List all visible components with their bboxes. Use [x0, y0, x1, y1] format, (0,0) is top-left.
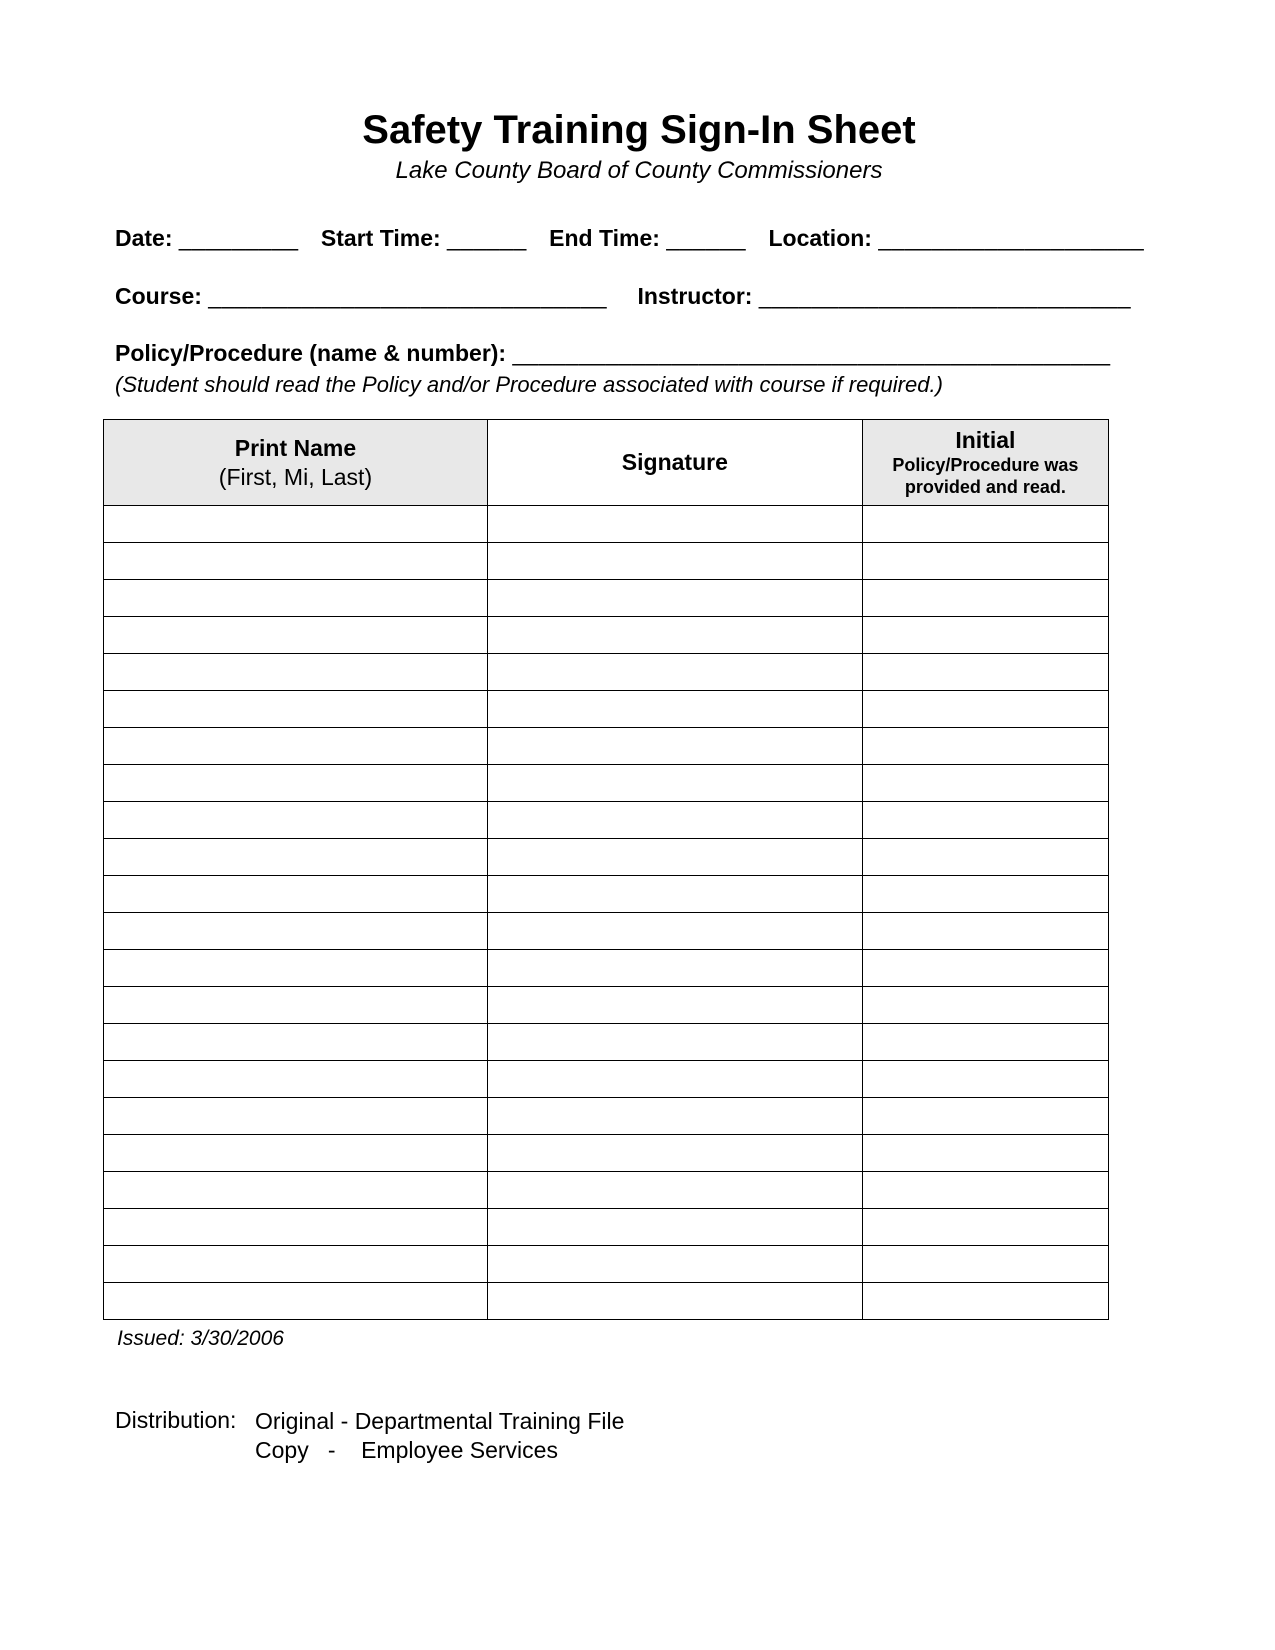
signin-row	[104, 1098, 1109, 1135]
distribution-line-copy: Copy - Employee Services	[255, 1436, 558, 1463]
initial-cell	[862, 950, 1108, 987]
policy-note: (Student should read the Policy and/or Procedure associated with course if required.)	[115, 372, 943, 397]
signature-cell	[487, 987, 862, 1024]
location-label: Location:	[768, 225, 872, 251]
print-name-cell	[104, 1246, 488, 1283]
signature-cell	[487, 506, 862, 543]
policy-procedure-label: Policy/Procedure (name & number):	[115, 340, 507, 366]
signin-row	[104, 543, 1109, 580]
distribution-block	[115, 1407, 1163, 1465]
location-blank-line: ____________________	[878, 225, 1145, 251]
print-name-cell	[104, 617, 488, 654]
initial-cell	[862, 580, 1108, 617]
initial-cell	[862, 913, 1108, 950]
print-name-cell	[104, 1283, 488, 1320]
signature-cell	[487, 1024, 862, 1061]
end-time-blank-line: ______	[666, 225, 747, 251]
signin-row	[104, 876, 1109, 913]
signin-row	[104, 580, 1109, 617]
signin-table	[103, 419, 1109, 1320]
signin-row	[104, 1061, 1109, 1098]
page-title: Safety Training Sign-In Sheet	[362, 108, 916, 152]
signin-row	[104, 839, 1109, 876]
print-name-cell	[104, 728, 488, 765]
initial-cell	[862, 1061, 1108, 1098]
signature-title: Signature	[621, 449, 728, 475]
print-name-cell	[104, 1209, 488, 1246]
initial-cell	[862, 1135, 1108, 1172]
end-time-label: End Time:	[549, 225, 660, 251]
print-name-cell	[104, 950, 488, 987]
signin-table-body	[104, 506, 1109, 1320]
initial-cell	[862, 1283, 1108, 1320]
initial-cell	[862, 654, 1108, 691]
print-name-cell	[104, 506, 488, 543]
signature-cell	[487, 950, 862, 987]
signature-cell	[487, 1061, 862, 1098]
initial-cell	[862, 728, 1108, 765]
print-name-cell	[104, 913, 488, 950]
policy-procedure-row	[115, 340, 1163, 367]
date-blank-line: _________	[178, 225, 299, 251]
print-name-cell	[104, 876, 488, 913]
print-name-cell	[104, 654, 488, 691]
start-time-label: Start Time:	[320, 225, 441, 251]
initial-cell	[862, 543, 1108, 580]
signin-row	[104, 765, 1109, 802]
course-instructor-row	[115, 283, 1163, 310]
distribution-line-original: Original - Departmental Training File	[255, 1408, 625, 1434]
initial-cell	[862, 1209, 1108, 1246]
signature-cell	[487, 543, 862, 580]
print-name-cell	[104, 987, 488, 1024]
print-name-cell	[104, 1024, 488, 1061]
initial-cell	[862, 987, 1108, 1024]
initial-cell	[862, 765, 1108, 802]
signature-cell	[487, 876, 862, 913]
signature-cell	[487, 1098, 862, 1135]
initial-cell	[862, 1098, 1108, 1135]
signature-cell	[487, 1283, 862, 1320]
print-name-subtitle: (First, Mi, Last)	[218, 463, 373, 490]
initial-cell	[862, 1172, 1108, 1209]
column-header-signature	[487, 420, 862, 506]
signature-cell	[487, 1209, 862, 1246]
signature-cell	[487, 654, 862, 691]
print-name-cell	[104, 839, 488, 876]
course-blank-line: ______________________________	[208, 283, 608, 309]
signature-cell	[487, 580, 862, 617]
start-time-blank-line: ______	[447, 225, 527, 251]
signature-cell	[487, 802, 862, 839]
signin-row	[104, 617, 1109, 654]
signature-cell	[487, 765, 862, 802]
signature-cell	[487, 728, 862, 765]
signature-cell	[487, 1135, 862, 1172]
print-name-cell	[104, 691, 488, 728]
signature-cell	[487, 913, 862, 950]
initial-cell	[862, 1246, 1108, 1283]
signature-cell	[487, 617, 862, 654]
distribution-label: Distribution:	[115, 1407, 237, 1433]
initial-cell	[862, 802, 1108, 839]
print-name-title: Print Name	[234, 434, 357, 461]
initial-title: Initial	[955, 426, 1016, 453]
signature-cell	[487, 839, 862, 876]
distribution-lines	[255, 1407, 624, 1465]
column-header-print-name	[104, 420, 488, 506]
print-name-cell	[104, 580, 488, 617]
signin-row	[104, 1135, 1109, 1172]
signin-row	[104, 1172, 1109, 1209]
signature-cell	[487, 1246, 862, 1283]
signin-row	[104, 802, 1109, 839]
policy-procedure-blank-line: _____________________________________________	[512, 340, 1111, 366]
initial-cell	[862, 617, 1108, 654]
signin-row	[104, 506, 1109, 543]
print-name-cell	[104, 1061, 488, 1098]
instructor-blank-line: ____________________________	[758, 283, 1131, 309]
signin-row	[104, 1246, 1109, 1283]
print-name-cell	[104, 802, 488, 839]
initial-cell	[862, 506, 1108, 543]
print-name-cell	[104, 1172, 488, 1209]
initial-cell	[862, 691, 1108, 728]
signin-row	[104, 728, 1109, 765]
initial-cell	[862, 876, 1108, 913]
signin-row	[104, 1024, 1109, 1061]
signin-table-header-row	[104, 420, 1109, 506]
page-subtitle: Lake County Board of County Commissioners	[395, 157, 883, 184]
signin-row	[104, 950, 1109, 987]
initial-cell	[862, 839, 1108, 876]
signin-row	[104, 1283, 1109, 1320]
initial-cell	[862, 1024, 1108, 1061]
signin-row	[104, 654, 1109, 691]
date-label: Date:	[115, 225, 173, 251]
instructor-label: Instructor:	[637, 283, 753, 309]
signin-row	[104, 987, 1109, 1024]
signin-row	[104, 913, 1109, 950]
print-name-cell	[104, 1098, 488, 1135]
column-header-initial	[862, 420, 1108, 506]
print-name-cell	[104, 1135, 488, 1172]
print-name-cell	[104, 543, 488, 580]
print-name-cell	[104, 765, 488, 802]
initial-subtitle: Policy/Procedure was provided and read.	[892, 454, 1079, 497]
course-label: Course:	[115, 283, 202, 309]
signin-table-header	[104, 420, 1109, 506]
signature-cell	[487, 691, 862, 728]
signin-row	[104, 1209, 1109, 1246]
issued-date: Issued: 3/30/2006	[117, 1327, 284, 1350]
date-time-location-row	[115, 225, 1163, 252]
signin-row	[104, 691, 1109, 728]
signature-cell	[487, 1172, 862, 1209]
